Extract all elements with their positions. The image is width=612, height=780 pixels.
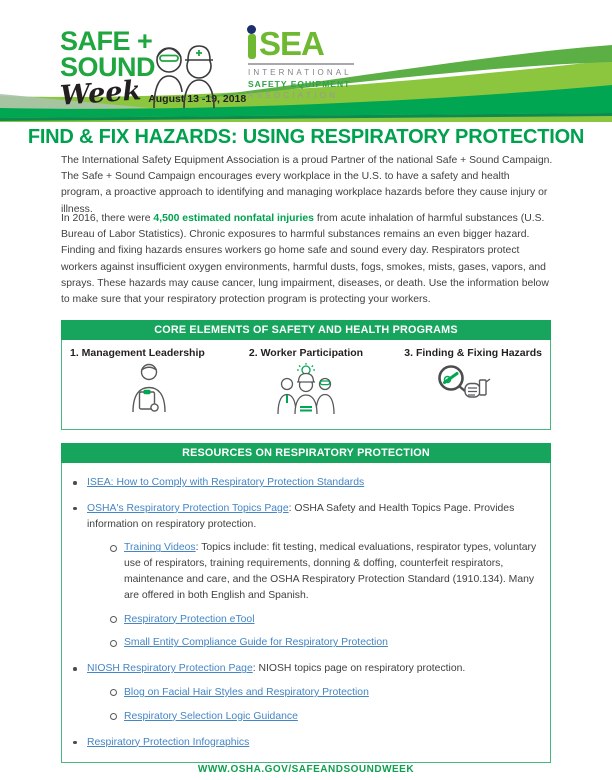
isea-safety-equipment-label: SAFETY EQUIPMENT	[248, 79, 351, 89]
etool-link[interactable]: Respiratory Protection eTool	[124, 613, 255, 625]
core-element-label: 2. Worker Participation	[248, 347, 364, 359]
safe-sound-week-script: Week	[59, 75, 143, 112]
niosh-page-link[interactable]: NIOSH Respiratory Protection Page	[87, 663, 253, 675]
footer-url: WWW.OSHA.GOV/SAFEANDSOUNDWEEK	[197, 764, 415, 775]
resource-item	[70, 735, 540, 751]
page-title: FIND & FIX HAZARDS: USING RESPIRATORY PROTECTION	[27, 126, 585, 148]
resource-item-text: : NIOSH topics page on respiratory protection.	[252, 663, 466, 675]
isea-comply-link[interactable]: ISEA: How to Comply with Respiratory Protection Standards	[87, 477, 365, 488]
safe-sound-line2: SOUND	[60, 52, 156, 82]
facial-hair-blog-link[interactable]: Blog on Facial Hair Styles and Respiratory Protection	[124, 686, 369, 698]
safe-sound-line1: SAFE +	[60, 26, 153, 56]
workers-idea-icon	[274, 362, 338, 414]
stats-highlight: 4,500 estimated nonfatal injuries	[153, 213, 314, 224]
resource-subitem-text: : Topics include: fit testing, medical evaluations, respirator types, voluntary use of respirators, training requirements, donning & doffing, counterfeit respirators, maintenance and care, and the OSHA Respiratory Protection Standard (1910.134). Many are offered in both English and Spanish.	[124, 542, 537, 601]
resource-subitem	[110, 540, 540, 603]
infographics-link[interactable]: Respiratory Protection Infographics	[87, 736, 250, 748]
training-videos-link[interactable]: Training Videos	[124, 542, 196, 554]
core-element-label: 3. Finding & Fixing Hazards	[404, 347, 542, 359]
resource-subitem	[110, 685, 540, 701]
isea-logo	[248, 24, 354, 100]
isea-international-label: INTERNATIONAL	[248, 68, 352, 77]
resource-item-text: : OSHA Safety and Health Topics Page. Provides information on respiratory protection.	[87, 502, 515, 530]
resource-item	[70, 501, 540, 533]
core-element-participation	[227, 347, 384, 426]
resource-subitem	[110, 709, 540, 725]
workers-icon	[146, 26, 230, 108]
stats-prefix: In 2016, there were	[61, 213, 154, 224]
small-entity-guide-link[interactable]: Small Entity Compliance Guide for Respiratory Protection	[124, 637, 388, 649]
isea-divider	[248, 63, 354, 65]
stats-suffix: from acute inhalation of harmful substances (U.S. Bureau of Labor Statistics). Chronic exposures to harmful substances remains an even bigger hazard. Finding and fixing hazards ensures workers go home safe and sound every day. Respirators protect workers against insufficient oxygen environments, harmful dusts, fogs, smokes, mists, gases, vapors, and sprays. These hazards may cause cancer, lung impairment, diseases, or death. Use the information below to make sure that your respiratory protection program is protecting your workers.	[61, 213, 549, 306]
intro-paragraph: The International Safety Equipment Association is a proud Partner of the national Safe + Sound Campaign. The Safe + Sound Campaign encourages every workplace in the U.S. to have a safety and health program, a proactive approach to identifying and managing workplace hazards before they cause injury or illness.	[61, 155, 553, 215]
magnifier-wrench-icon	[434, 362, 492, 406]
resource-item	[70, 661, 540, 677]
core-element-hazards	[385, 347, 542, 426]
isea-wordmark: SEA	[259, 25, 324, 62]
resources-section	[61, 443, 551, 763]
safe-sound-date: August 13 -19, 2018	[148, 93, 247, 105]
core-element-management	[70, 347, 227, 426]
resource-item	[70, 475, 540, 491]
manager-clipboard-icon	[126, 362, 172, 412]
resource-subitem	[110, 612, 540, 628]
isea-association-label: ASSOCIATION	[248, 91, 339, 100]
core-element-label: 1. Management Leadership	[70, 347, 205, 359]
isea-i-glyph	[248, 24, 259, 62]
header	[0, 0, 612, 124]
core-elements-banner: CORE ELEMENTS OF SAFETY AND HEALTH PROGRAMS	[61, 320, 551, 340]
statistics-paragraph	[61, 211, 553, 308]
selection-logic-link[interactable]: Respiratory Selection Logic Guidance	[124, 710, 298, 722]
osha-topics-link[interactable]: OSHA's Respiratory Protection Topics Page	[87, 502, 289, 514]
resources-banner: RESOURCES ON RESPIRATORY PROTECTION	[61, 443, 551, 463]
resource-subitem	[110, 635, 540, 651]
core-elements-section	[61, 320, 551, 430]
